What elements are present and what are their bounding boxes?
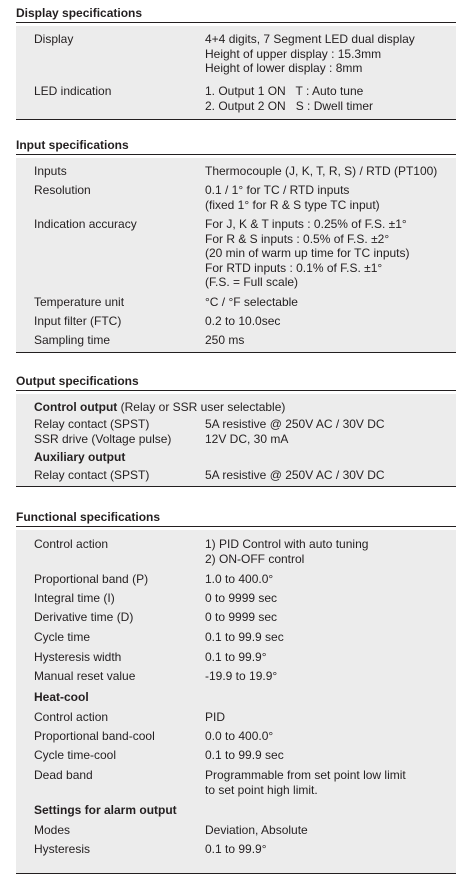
value-line: 250 ms bbox=[205, 333, 245, 347]
row-value bbox=[205, 432, 288, 447]
row-value bbox=[205, 333, 244, 348]
row-label: Manual reset value bbox=[34, 669, 136, 683]
section-title: Display specifications bbox=[16, 6, 456, 23]
row-value bbox=[205, 314, 280, 329]
row-label: Cycle time bbox=[34, 630, 91, 644]
row-value bbox=[205, 842, 267, 857]
value-line: 0.1 to 99.9° bbox=[205, 650, 267, 664]
row-value bbox=[205, 295, 298, 310]
row-value bbox=[205, 217, 410, 290]
row-value bbox=[205, 710, 225, 725]
row-label: Indication accuracy bbox=[34, 217, 137, 231]
value-line: PID bbox=[205, 710, 226, 724]
row-label: Hysteresis width bbox=[34, 650, 122, 664]
row-label: Input filter (FTC) bbox=[34, 314, 122, 328]
row-label: Display bbox=[34, 32, 74, 46]
row-label: Integral time (I) bbox=[34, 591, 115, 605]
row-value bbox=[205, 183, 380, 212]
value-line: For R & S inputs : 0.5% of F.S. ±2° bbox=[205, 231, 390, 246]
control-output-heading bbox=[34, 400, 285, 415]
spec-box bbox=[16, 394, 456, 487]
row-value bbox=[205, 537, 368, 566]
value-line: For J, K & T inputs : 0.25% of F.S. ±1° bbox=[205, 217, 407, 231]
spec-box bbox=[16, 158, 456, 353]
row-value bbox=[205, 729, 273, 744]
row-label: Proportional band (P) bbox=[34, 572, 149, 586]
spec-box bbox=[16, 530, 456, 874]
value-line: 1. Output 1 ON T : Auto tune bbox=[205, 84, 364, 98]
row-value bbox=[205, 164, 437, 179]
value-line: 4+4 digits, 7 Segment LED dual display bbox=[205, 32, 415, 46]
row-label: Resolution bbox=[34, 183, 91, 197]
subheading-note: (Relay or SSR user selectable) bbox=[117, 400, 286, 414]
row-value bbox=[205, 417, 385, 432]
row-value bbox=[205, 748, 284, 763]
value-line: 0.1 to 99.9 sec bbox=[205, 748, 284, 762]
value-line: to set point high limit. bbox=[205, 782, 318, 797]
value-line: 0.0 to 400.0° bbox=[205, 729, 274, 743]
value-line: -19.9 to 19.9° bbox=[205, 669, 278, 683]
section-title: Input specifications bbox=[16, 138, 456, 155]
value-line: 0.1 to 99.9° bbox=[205, 842, 267, 856]
value-line: 0.1 / 1° for TC / RTD inputs bbox=[205, 183, 350, 197]
value-line: 1.0 to 400.0° bbox=[205, 572, 274, 586]
row-label: Dead band bbox=[34, 768, 93, 782]
value-line: Deviation, Absolute bbox=[205, 823, 308, 837]
row-value bbox=[205, 823, 308, 838]
input-specifications-section bbox=[16, 138, 456, 353]
row-value bbox=[205, 591, 277, 606]
value-line: (fixed 1° for R & S type TC input) bbox=[205, 197, 380, 212]
section-title: Output specifications bbox=[16, 374, 456, 391]
value-line: Thermocouple (J, K, T, R, S) / RTD (PT100) bbox=[205, 164, 438, 178]
value-line: 0.2 to 10.0sec bbox=[205, 314, 281, 328]
heat-cool-heading: Heat-cool bbox=[34, 690, 89, 704]
value-line: Height of lower display : 8mm bbox=[205, 61, 363, 76]
row-label: Hysteresis bbox=[34, 842, 91, 856]
row-label: Proportional band-cool bbox=[34, 729, 155, 743]
row-value bbox=[205, 669, 277, 684]
value-line: 1) PID Control with auto tuning bbox=[205, 537, 369, 551]
row-label: Temperature unit bbox=[34, 295, 125, 309]
row-label: SSR drive (Voltage pulse) bbox=[34, 432, 172, 446]
functional-specifications-section bbox=[16, 510, 456, 874]
row-label: Control action bbox=[34, 710, 109, 724]
row-value bbox=[205, 768, 406, 797]
value-line: (20 min of warm up time for TC inputs) bbox=[205, 246, 410, 261]
row-value bbox=[205, 572, 273, 587]
value-line: Height of upper display : 15.3mm bbox=[205, 46, 382, 61]
value-line: Programmable from set point low limit bbox=[205, 768, 406, 782]
row-label: Sampling time bbox=[34, 333, 111, 347]
value-line: °C / °F selectable bbox=[205, 295, 298, 309]
row-label: Control action bbox=[34, 537, 109, 551]
section-title: Functional specifications bbox=[16, 510, 456, 527]
row-value bbox=[205, 630, 284, 645]
value-line: 0 to 9999 sec bbox=[205, 610, 278, 624]
row-value bbox=[205, 468, 385, 483]
value-line: 5A resistive @ 250V AC / 30V DC bbox=[205, 468, 385, 482]
value-line: 0 to 9999 sec bbox=[205, 591, 278, 605]
row-label: LED indication bbox=[34, 84, 112, 98]
display-specifications-section bbox=[16, 6, 456, 120]
value-line: 12V DC, 30 mA bbox=[205, 432, 289, 446]
output-specifications-section bbox=[16, 374, 456, 487]
value-line: (F.S. = Full scale) bbox=[205, 275, 299, 290]
row-label: Relay contact (SPST) bbox=[34, 468, 150, 482]
spec-box bbox=[16, 26, 456, 120]
row-value bbox=[205, 84, 373, 113]
value-line: For RTD inputs : 0.1% of F.S. ±1° bbox=[205, 260, 383, 275]
auxiliary-output-heading: Auxiliary output bbox=[34, 450, 126, 464]
subheading-text: Control output bbox=[34, 400, 118, 414]
row-label: Derivative time (D) bbox=[34, 610, 134, 624]
value-line: 0.1 to 99.9 sec bbox=[205, 630, 284, 644]
alarm-output-heading: Settings for alarm output bbox=[34, 803, 177, 817]
value-line: 5A resistive @ 250V AC / 30V DC bbox=[205, 417, 385, 431]
value-line: 2. Output 2 ON S : Dwell timer bbox=[205, 98, 374, 113]
row-value bbox=[205, 32, 415, 76]
row-label: Inputs bbox=[34, 164, 67, 178]
row-label: Modes bbox=[34, 823, 71, 837]
row-value bbox=[205, 650, 267, 665]
row-value bbox=[205, 610, 277, 625]
row-label: Relay contact (SPST) bbox=[34, 417, 150, 431]
row-label: Cycle time-cool bbox=[34, 748, 117, 762]
value-line: 2) ON-OFF control bbox=[205, 551, 305, 566]
